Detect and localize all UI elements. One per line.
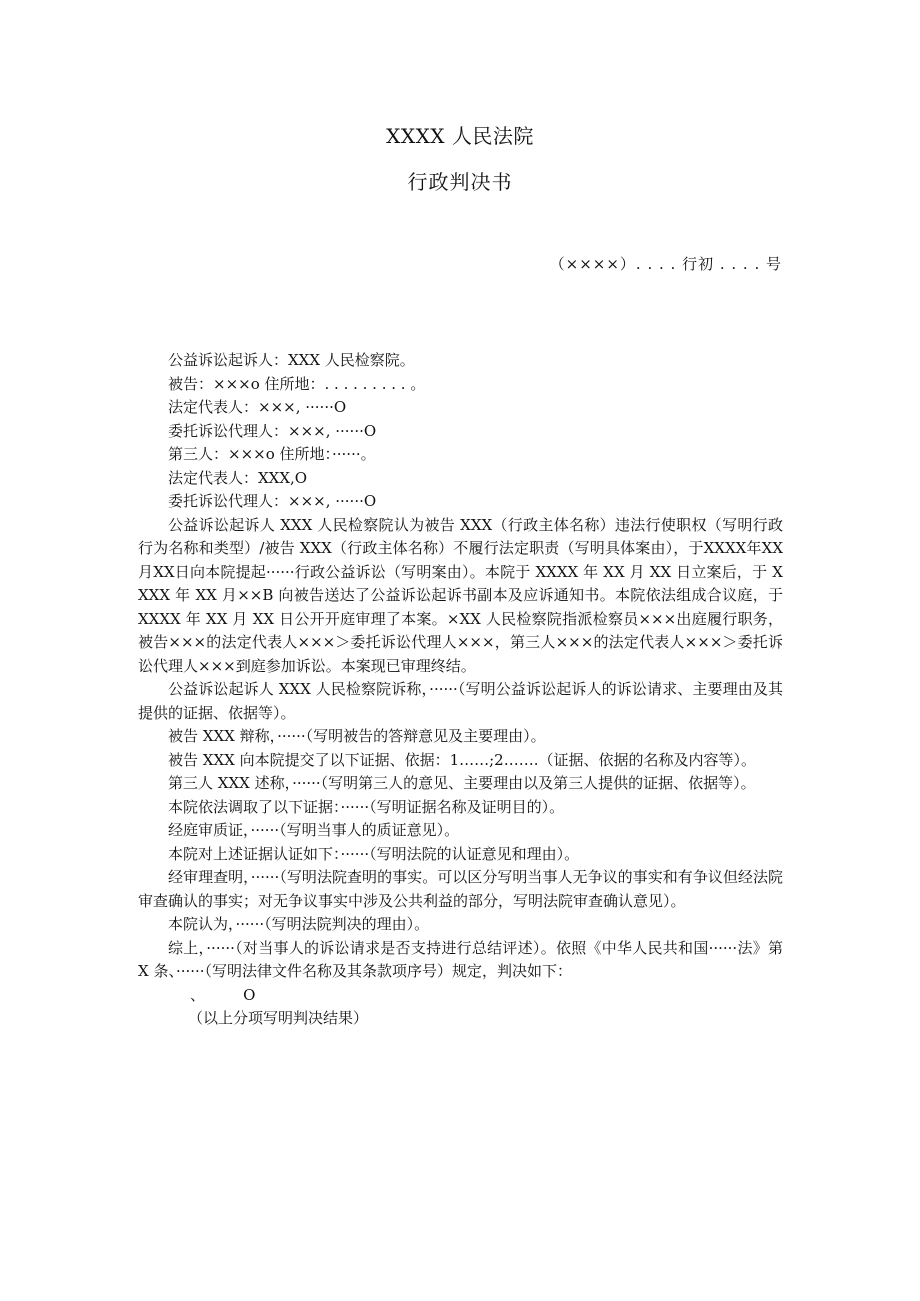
party-third-agent: 委托诉讼代理人：×××, ······O — [168, 492, 377, 510]
paragraph-third-party-statement: 第三人 XXX 述称，······（写明第三人的意见、主要理由以及第三人提供的证据、依据等）。 — [168, 774, 756, 792]
judgment-item: 、 O — [190, 985, 256, 1004]
paragraph-court-collected-evidence: 本院依法调取了以下证据：······（写明证据名称及证明目的）。 — [168, 797, 565, 816]
paragraph-cross-examination: 经庭审质证，······（写明当事人的质证意见）。 — [168, 821, 460, 839]
document-body — [138, 349, 783, 1031]
paragraph-evidence-certification: 本院对上述证据认证如下：······（写明法院的认证意见和理由）。 — [168, 844, 580, 863]
paragraph-defendant-evidence: 被告 XXX 向本院提交了以下证据、依据：1……;2…….（证据、依据的名称及内容等）。 — [168, 750, 756, 769]
party-third: 第三人：×××o 住所地：······。 — [168, 445, 376, 463]
document-type-title: 行政判决书 — [407, 170, 513, 194]
paragraph-defendant-defense: 被告 XXX 辩称，······（写明被告的答辩意见及主要理由）。 — [168, 727, 546, 745]
judgment-note: （以上分项写明判决结果） — [188, 1009, 369, 1027]
party-third-legal-rep: 法定代表人：XXX,O — [168, 468, 308, 487]
paragraph-facts-found: 经审理查明，······（写明法院查明的事实。可以区分写明当事人无争议的事实和有争议但经法院审查确认的事实；对无争议事实中涉及公共利益的部分，写明法院审查确认意见）。 — [138, 868, 783, 910]
court-name: XXXX 人民法院 — [386, 124, 534, 148]
party-defendant-legal-rep: 法定代表人：×××, ······O — [168, 398, 347, 416]
party-defendant-agent: 委托诉讼代理人：×××, ······O — [168, 421, 377, 440]
paragraph-conclusion: 综上，······（对当事人的诉讼请求是否支持进行总结评述）。依照《中华人民共和国······法》第 X 条、······（写明法律文件名称及其条款项序号）规定，判决如下： — [138, 938, 783, 980]
paragraph-plaintiff-claims: 公益诉讼起诉人 XXX 人民检察院诉称，······（写明公益诉讼起诉人的诉讼请求、主要理由及其提供的证据、依据等）。 — [138, 680, 783, 722]
party-defendant: 被告：×××o 住所地：. . . . . . . . . 。 — [168, 374, 426, 393]
paragraph-case-background: 公益诉讼起诉人 XXX 人民检察院认为被告 XXX（行政主体名称）违法行使职权（写明行政行为名称和类型）/被告 XXX（行政主体名称）不履行法定职责（写明具体案由），于XXXX年XX月XX日向本院提起······行政公益诉讼（写明案由）。本院于 XXXX 年 XX 月 XX 日立案后，于 XXXX 年 XX 月××B 向被告送达了公益诉讼起诉书副本及应诉通知书。本院依法组成合议庭，于 XXXX 年 XX 月 XX 日公开开庭审理了本案。×XX 人民检察院指派检察员×××出庭履行职务，被告×××的法定代表人×××＞委托诉讼代理人×××，第三人×××的法定代表人×××＞委托诉讼代理人×××到庭参加诉讼。本案现已审理终结。 — [138, 515, 783, 675]
case-number: （××××）. . . . 行初 . . . . 号 — [549, 255, 782, 273]
paragraph-court-opinion: 本院认为，······（写明法院判决的理由）。 — [168, 915, 430, 933]
party-plaintiff: 公益诉讼起诉人：XXX 人民检察院。 — [168, 351, 415, 369]
